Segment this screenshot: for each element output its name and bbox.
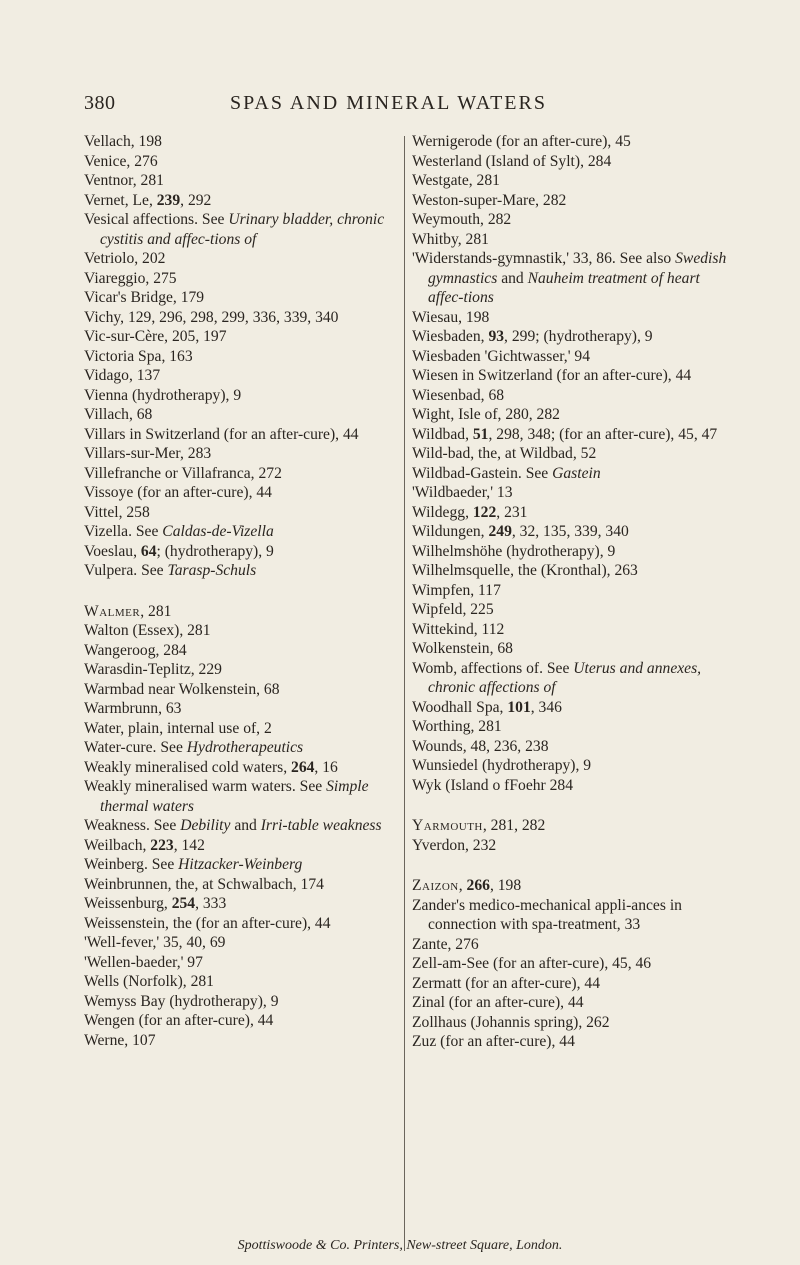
entry-text: Gastein: [552, 464, 601, 482]
entry-text: Wiesau, 198: [412, 308, 490, 326]
index-entry: [412, 347, 730, 367]
index-entry: [412, 737, 730, 757]
entry-text: Vicar's Bridge, 179: [84, 289, 205, 306]
entry-text: Weston-super-Mare, 282: [412, 191, 567, 209]
index-entry: [412, 974, 730, 994]
column-divider: [404, 136, 405, 1251]
entry-text: Weissenstein, the (for an after-cure), 44: [84, 914, 331, 932]
index-entry: [84, 327, 402, 347]
entry-text: 266: [466, 877, 490, 894]
entry-text: Vesical affections. See: [84, 211, 229, 228]
index-entry: [412, 405, 730, 425]
entry-text: , 142: [173, 836, 205, 854]
running-title: SPAS AND MINERAL WATERS: [230, 92, 547, 114]
index-entry: [84, 542, 402, 562]
index-entry: [84, 738, 402, 758]
index-entry: [84, 171, 402, 191]
entry-text: , 198: [489, 877, 522, 894]
entry-text: Venice, 276: [84, 152, 158, 170]
entry-text: Womb, affections of. See: [412, 659, 574, 677]
entry-text: Wiesenbad, 68: [412, 386, 505, 404]
index-entry: [84, 855, 402, 875]
entry-text: Wipfeld, 225: [412, 601, 494, 618]
entry-text: Villach, 68: [84, 406, 153, 423]
entry-text: Caldas-de-Vizella: [162, 523, 274, 540]
index-entry: [84, 522, 402, 542]
entry-text: Wengen (for an after-cure), 44: [84, 1012, 274, 1029]
entry-text: 64: [140, 542, 157, 560]
index-entry: [412, 896, 730, 935]
index-entry: [412, 132, 730, 152]
entry-text: Wildungen,: [412, 523, 489, 540]
index-entry: [412, 639, 730, 659]
index-entry: [84, 699, 402, 719]
entry-text: Westgate, 281: [412, 172, 500, 189]
entry-text: Wildbad-Gastein. See: [412, 464, 553, 482]
entry-text: Wernigerode (for an after-cure), 45: [412, 133, 631, 150]
entry-text: Vic-sur-Cère, 205, 197: [84, 328, 227, 345]
entry-text: Wilhelmsquelle, the (Kronthal), 263: [412, 562, 638, 579]
entry-text: Zinal (for an after-cure), 44: [412, 994, 584, 1011]
page-header: [0, 92, 800, 122]
index-entry: [84, 894, 402, 914]
entry-text: 101: [507, 698, 531, 716]
entry-text: Yarmouth: [412, 817, 483, 834]
entry-text: Zollhaus (Johannis spring), 262: [412, 1013, 610, 1031]
index-entry: [412, 444, 730, 464]
index-entry: [412, 210, 730, 230]
index-entry: [84, 444, 402, 464]
index-entry: [84, 464, 402, 484]
index-entry: [84, 680, 402, 700]
entry-text: Wunsiedel (hydrotherapy), 9: [412, 757, 592, 774]
index-entry: [84, 914, 402, 934]
entry-text: Zante, 276: [412, 935, 479, 953]
entry-text: Vulpera. See: [84, 562, 168, 579]
entry-text: Wiesbaden,: [412, 328, 489, 345]
entry-text: Vidago, 137: [84, 367, 161, 384]
entry-text: Wemyss Bay (hydrotherapy), 9: [84, 992, 279, 1010]
entry-text: Wildegg,: [412, 503, 473, 521]
index-entry: [412, 366, 730, 386]
entry-text: 249: [488, 523, 512, 540]
index-entry: [412, 776, 730, 796]
entry-text: Weissenburg,: [84, 895, 172, 912]
index-entry: [412, 464, 730, 484]
entry-text: Weinbrunnen, the, at Schwalbach, 174: [84, 875, 324, 893]
entry-text: Zaizon: [412, 877, 459, 894]
entry-text: 93: [488, 328, 505, 345]
index-entry: [84, 405, 402, 425]
entry-text: Wittekind, 112: [412, 620, 505, 638]
entry-text: 254: [171, 895, 196, 912]
entry-text: Wight, Isle of, 280, 282: [412, 406, 560, 423]
entry-text: Viareggio, 275: [84, 269, 177, 287]
index-entry: [84, 503, 402, 523]
index-entry: [412, 1013, 730, 1033]
entry-text: 223: [150, 836, 174, 854]
entry-text: 51: [472, 425, 489, 443]
index-entry: [84, 972, 402, 992]
index-column-left: [84, 132, 402, 1050]
entry-text: Westerland (Island of Sylt), 284: [412, 152, 612, 170]
index-entry: [412, 620, 730, 640]
entry-text: Walton (Essex), 281: [84, 622, 211, 639]
index-entry: [412, 756, 730, 776]
entry-text: 'Wellen-baeder,' 97: [84, 953, 203, 971]
entry-text: Vienna (hydrotherapy), 9: [84, 386, 242, 404]
index-entry: [84, 602, 402, 622]
index-entry: [412, 152, 730, 172]
index-entry: [84, 621, 402, 641]
index-entry: [412, 600, 730, 620]
entry-text: Warmbrunn, 63: [84, 700, 182, 717]
entry-text: Weilbach,: [84, 836, 151, 854]
entry-text: Villefranche or Villafranca, 272: [84, 464, 282, 482]
index-entry: [84, 249, 402, 269]
index-entry: [412, 836, 730, 856]
index-entry: [84, 992, 402, 1012]
index-entry: [412, 816, 730, 836]
index-entry: [412, 993, 730, 1013]
index-entry: [84, 425, 402, 445]
entry-text: Yverdon, 232: [412, 836, 497, 854]
entry-text: , 32, 135, 339, 340: [511, 523, 629, 540]
index-entry: [412, 483, 730, 503]
index-entry: [84, 269, 402, 289]
index-entry: [84, 953, 402, 973]
entry-text: , 346: [530, 698, 562, 716]
entry-text: 'Widerstands-gymnastik,' 33, 86. See also: [412, 250, 676, 267]
entry-text: Vernet, Le,: [84, 191, 157, 209]
index-entry: [412, 230, 730, 250]
entry-text: 264: [291, 758, 315, 776]
entry-text: Werne, 107: [84, 1031, 156, 1049]
index-entry: [84, 288, 402, 308]
index-entry: [84, 1011, 402, 1031]
index-entry: [84, 386, 402, 406]
entry-text: Water-cure. See: [84, 739, 187, 756]
index-entry: [84, 777, 402, 816]
entry-text: Debility: [180, 817, 231, 834]
index-entry: [84, 1031, 402, 1051]
index-entry: [84, 308, 402, 328]
entry-text: Weakly mineralised warm waters. See: [84, 778, 327, 795]
index-entry: [84, 641, 402, 661]
entry-text: Zander's medico-mechanical appli-ances in connection with spa-treatment, 33: [412, 896, 682, 933]
index-entry: [412, 249, 730, 308]
entry-text: Walmer: [84, 602, 141, 620]
index-entry: [84, 933, 402, 953]
entry-text: Hitzacker-Weinberg: [178, 856, 303, 873]
index-entry: [84, 875, 402, 895]
entry-text: Zermatt (for an after-cure), 44: [412, 974, 601, 992]
entry-text: Vetriolo, 202: [84, 250, 166, 267]
entry-text: Weymouth, 282: [412, 211, 512, 228]
index-entry: [84, 152, 402, 172]
index-entry: [84, 366, 402, 386]
entry-text: and: [497, 269, 528, 287]
index-entry: [412, 503, 730, 523]
entry-text: Wiesen in Switzerland (for an after-cure), 44: [412, 367, 692, 384]
index-entry: [84, 483, 402, 503]
entry-text: Villars-sur-Mer, 283: [84, 445, 212, 462]
entry-text: Weinberg. See: [84, 856, 179, 873]
entry-text: Victoria Spa, 163: [84, 347, 193, 365]
entry-text: Zuz (for an after-cure), 44: [412, 1033, 575, 1050]
entry-text: Wildbad,: [412, 425, 473, 443]
entry-text: Uterus and annexes, chronic affections of: [428, 659, 702, 696]
index-entry: [412, 327, 730, 347]
entry-text: Ventnor, 281: [84, 172, 164, 189]
entry-text: Wyk (Island o fFoehr 284: [412, 776, 574, 794]
entry-text: 'Well-fever,' 35, 40, 69: [84, 934, 226, 951]
index-entry: [84, 210, 402, 249]
entry-text: Weakness. See: [84, 817, 181, 834]
entry-text: Wilhelmshöhe (hydrotherapy), 9: [412, 542, 616, 560]
entry-text: , 298, 348; (for an after-cure), 45, 47: [488, 425, 718, 443]
entry-text: , 281, 282: [482, 817, 546, 834]
entry-text: Warasdin-Teplitz, 229: [84, 661, 222, 678]
index-entry: [84, 719, 402, 739]
entry-text: ,: [458, 877, 467, 894]
entry-text: , 281: [140, 602, 172, 620]
index-entry: [84, 660, 402, 680]
index-entry: [412, 659, 730, 698]
entry-text: Swedish gymnastics: [428, 250, 727, 287]
index-entry: [412, 935, 730, 955]
entry-text: ; (hydrotherapy), 9: [156, 542, 274, 560]
entry-text: Zell-am-See (for an after-cure), 45, 46: [412, 955, 652, 972]
entry-text: Vittel, 258: [84, 503, 150, 521]
index-entry: [412, 425, 730, 445]
entry-text: Whitby, 281: [412, 230, 489, 248]
page-number: 380: [84, 92, 116, 114]
entry-text: Weakly mineralised cold waters,: [84, 758, 292, 776]
index-entry: [84, 758, 402, 778]
index-entry: [412, 191, 730, 211]
index-entry: [412, 386, 730, 406]
index-entry: [84, 816, 402, 836]
entry-text: Villars in Switzerland (for an after-cure), 44: [84, 425, 359, 443]
entry-text: Woodhall Spa,: [412, 698, 508, 716]
printer-imprint: Spottiswoode & Co. Printers, New-street Square, London.: [237, 1238, 563, 1253]
entry-text: , 292: [180, 191, 212, 209]
index-entry: [84, 132, 402, 152]
entry-text: Wounds, 48, 236, 238: [412, 737, 549, 755]
entry-text: Wolkenstein, 68: [412, 640, 513, 657]
index-entry: [412, 954, 730, 974]
entry-text: , 299; (hydrotherapy), 9: [504, 328, 653, 345]
entry-text: 122: [472, 503, 497, 521]
entry-text: Wangeroog, 284: [84, 641, 187, 659]
entry-text: Wimpfen, 117: [412, 581, 501, 599]
entry-text: Voeslau,: [84, 542, 141, 560]
entry-text: Vissoye (for an after-cure), 44: [84, 484, 272, 501]
entry-text: Irri-table weakness: [260, 817, 382, 834]
entry-text: Wells (Norfolk), 281: [84, 973, 214, 990]
entry-text: Water, plain, internal use of, 2: [84, 719, 272, 737]
entry-text: Simple thermal waters: [100, 778, 369, 815]
index-entry: [412, 1032, 730, 1052]
entry-text: , 231: [496, 503, 528, 521]
index-entry: [412, 876, 730, 896]
entry-text: Vellach, 198: [84, 133, 162, 150]
index-entry: [84, 347, 402, 367]
entry-text: Wiesbaden 'Gichtwasser,' 94: [412, 347, 591, 365]
index-entry: [84, 561, 402, 581]
index-entry: [412, 542, 730, 562]
entry-text: and: [230, 817, 261, 834]
index-column-right: [412, 132, 730, 1052]
index-entry: [84, 191, 402, 211]
entry-text: , 333: [195, 895, 227, 912]
entry-text: Hydrotherapeutics: [186, 739, 304, 756]
index-entry: [412, 171, 730, 191]
entry-text: Worthing, 281: [412, 718, 502, 735]
index-entry: [412, 561, 730, 581]
index-entry: [412, 717, 730, 737]
index-entry: [412, 581, 730, 601]
entry-text: Wild-bad, the, at Wildbad, 52: [412, 445, 597, 462]
entry-text: Urinary bladder, chronic cystitis and affec-tions of: [100, 211, 385, 248]
entry-text: Nauheim treatment of heart affec-tions: [428, 269, 700, 306]
entry-text: 239: [156, 191, 181, 209]
index-entry: [412, 522, 730, 542]
index-entry: [412, 308, 730, 328]
index-entry: [84, 836, 402, 856]
index-entry: [412, 698, 730, 718]
entry-text: Warmbad near Wolkenstein, 68: [84, 680, 280, 698]
entry-text: Vizella. See: [84, 523, 163, 540]
entry-text: Vichy, 129, 296, 298, 299, 336, 339, 340: [84, 308, 339, 326]
entry-text: , 16: [314, 758, 338, 776]
entry-text: 'Wildbaeder,' 13: [412, 484, 513, 501]
entry-text: Tarasp-Schuls: [167, 562, 257, 579]
